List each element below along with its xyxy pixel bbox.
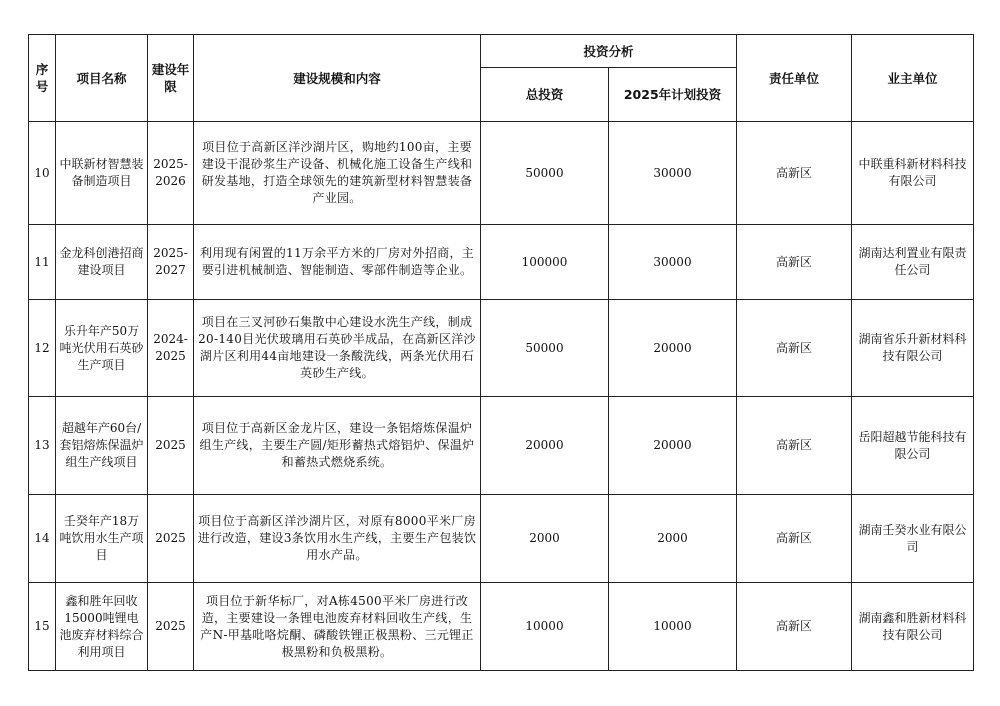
table-row	[29, 300, 974, 397]
row-years: 2025-2026	[148, 122, 194, 225]
header-total-investment: 总投资	[481, 68, 609, 122]
row-owner-unit: 湖南壬癸水业有限公司	[852, 495, 974, 583]
row-seq: 12	[29, 300, 56, 397]
row-plan-investment: 20000	[609, 300, 737, 397]
row-project-name: 中联新材智慧装备制造项目	[56, 122, 148, 225]
row-content: 项目在三叉河砂石集散中心建设水洗生产线，制成20-140目光伏玻璃用石英砂半成品，在高新区洋沙湖片区利用44亩地建设一条酸洗线，两条光伏用石英砂生产线。	[194, 300, 481, 397]
row-years: 2025	[148, 495, 194, 583]
header-responsible-unit: 责任单位	[737, 35, 852, 122]
row-project-name: 鑫和胜年回收15000吨锂电池废弃材料综合利用项目	[56, 583, 148, 671]
row-project-name: 超越年产60台/套铝熔炼保温炉组生产线项目	[56, 397, 148, 495]
row-plan-investment: 30000	[609, 122, 737, 225]
row-responsible-unit: 高新区	[737, 583, 852, 671]
header-owner-unit: 业主单位	[852, 35, 974, 122]
header-construction-content: 建设规模和内容	[194, 35, 481, 122]
row-content: 项目位于高新区洋沙湖片区，对原有8000平米厂房进行改造，建设3条饮用水生产线，主要生产包装饮用水产品。	[194, 495, 481, 583]
project-table	[28, 34, 974, 671]
row-content: 项目位于高新区洋沙湖片区，购地约100亩，主要建设干混砂浆生产设备、机械化施工设备生产线和研发基地，打造全球领先的建筑新型材料智慧装备产业园。	[194, 122, 481, 225]
row-total-investment: 2000	[481, 495, 609, 583]
row-seq: 14	[29, 495, 56, 583]
row-total-investment: 20000	[481, 397, 609, 495]
header-2025-plan-investment: 2025年计划投资	[609, 68, 737, 122]
row-plan-investment: 20000	[609, 397, 737, 495]
row-seq: 11	[29, 225, 56, 300]
row-years: 2025	[148, 397, 194, 495]
header-construction-years: 建设年限	[148, 35, 194, 122]
row-responsible-unit: 高新区	[737, 495, 852, 583]
table-row	[29, 583, 974, 671]
row-total-investment: 50000	[481, 122, 609, 225]
row-project-name: 乐升年产50万吨光伏用石英砂生产项目	[56, 300, 148, 397]
row-responsible-unit: 高新区	[737, 225, 852, 300]
row-owner-unit: 湖南鑫和胜新材料科技有限公司	[852, 583, 974, 671]
row-seq: 15	[29, 583, 56, 671]
row-years: 2025-2027	[148, 225, 194, 300]
row-content: 项目位于高新区金龙片区，建设一条铝熔炼保温炉组生产线，主要生产圆/矩形蓄热式熔铝炉、保温炉和蓄热式燃烧系统。	[194, 397, 481, 495]
table-row	[29, 397, 974, 495]
row-total-investment: 100000	[481, 225, 609, 300]
row-seq: 13	[29, 397, 56, 495]
row-total-investment: 10000	[481, 583, 609, 671]
header-project-name: 项目名称	[56, 35, 148, 122]
row-total-investment: 50000	[481, 300, 609, 397]
table-row	[29, 122, 974, 225]
row-years: 2025	[148, 583, 194, 671]
row-project-name: 金龙科创港招商建设项目	[56, 225, 148, 300]
row-seq: 10	[29, 122, 56, 225]
row-responsible-unit: 高新区	[737, 122, 852, 225]
row-owner-unit: 中联重科新材料科技有限公司	[852, 122, 974, 225]
row-owner-unit: 岳阳超越节能科技有限公司	[852, 397, 974, 495]
row-content: 利用现有闲置的11万余平方米的厂房对外招商，主要引进机械制造、智能制造、零部件制造等企业。	[194, 225, 481, 300]
table-row	[29, 225, 974, 300]
row-owner-unit: 湖南省乐升新材料科技有限公司	[852, 300, 974, 397]
row-years: 2024-2025	[148, 300, 194, 397]
table-row	[29, 495, 974, 583]
row-responsible-unit: 高新区	[737, 397, 852, 495]
row-plan-investment: 10000	[609, 583, 737, 671]
row-plan-investment: 30000	[609, 225, 737, 300]
header-investment-analysis: 投资分析	[481, 35, 737, 68]
row-owner-unit: 湖南达利置业有限责任公司	[852, 225, 974, 300]
row-content: 项目位于新华标厂，对A栋4500平米厂房进行改造，主要建设一条锂电池废弃材料回收生产线，生产N-甲基吡咯烷酮、磷酸铁锂正极黑粉、三元锂正极黑粉和负极黑粉。	[194, 583, 481, 671]
header-seq: 序号	[29, 35, 56, 122]
row-plan-investment: 2000	[609, 495, 737, 583]
row-project-name: 壬癸年产18万吨饮用水生产项目	[56, 495, 148, 583]
row-responsible-unit: 高新区	[737, 300, 852, 397]
